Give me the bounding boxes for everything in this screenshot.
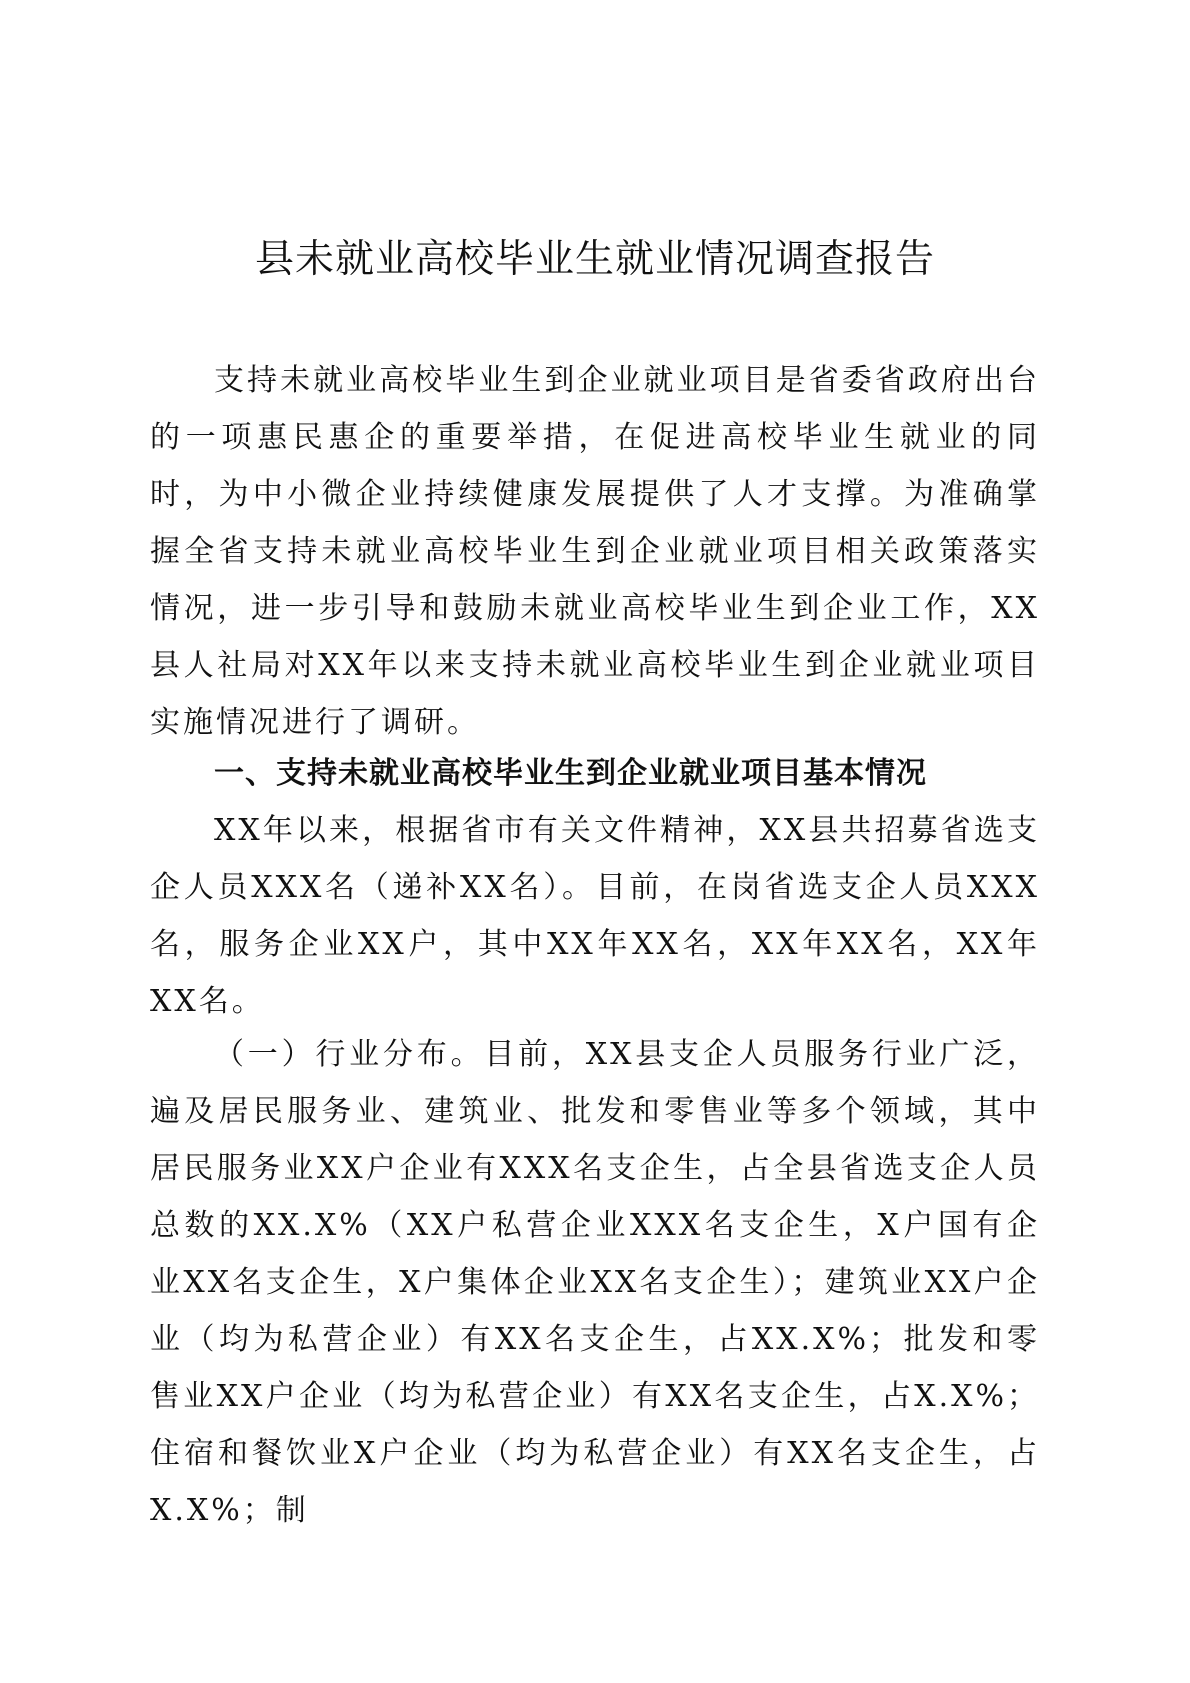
document-title: 县未就业高校毕业生就业情况调查报告 <box>254 237 935 282</box>
section-1-paragraph: XX年以来，根据省市有关文件精神，XX县共招募省选支企人员XXX名（递补XX名）。目前，在岗省选支企人员XXX名，服务企业XX户，其中XX年XX名，XX年XX名，XX年XX名。 <box>150 813 1040 1019</box>
section-heading-1: 一、支持未就业高校毕业生到企业就业项目基本情况 <box>214 756 927 791</box>
intro-paragraph: 支持未就业高校毕业生到企业就业项目是省委省政府出台的一项惠民惠企的重要举措，在促进高校毕业生就业的同时，为中小微企业持续健康发展提供了人才支撑。为准确掌握全省支持未就业高校毕业生到企业就业项目相关政策落实情况，进一步引导和鼓励未就业高校毕业生到企业工作，XX县人社局对XX年以来支持未就业高校毕业生到企业就业项目实施情况进行了调研。 <box>150 363 1040 740</box>
subsection-1-paragraph: （一）行业分布。目前，XX县支企人员服务行业广泛，遍及居民服务业、建筑业、批发和零售业等多个领域，其中居民服务业XX户企业有XXX名支企生，占全县省选支企人员总数的XX.X%（XX户私营企业XXX名支企生，X户国有企业XX名支企生，X户集体企业XX名支企生）；建筑业XX户企业（均为私营企业）有XX名支企生，占XX.X%；批发和零售业XX户企业（均为私营企业）有XX名支企生，占X.X%；住宿和餐饮业X户企业（均为私营企业）有XX名支企生，占X.X%；制 <box>150 1037 1040 1528</box>
